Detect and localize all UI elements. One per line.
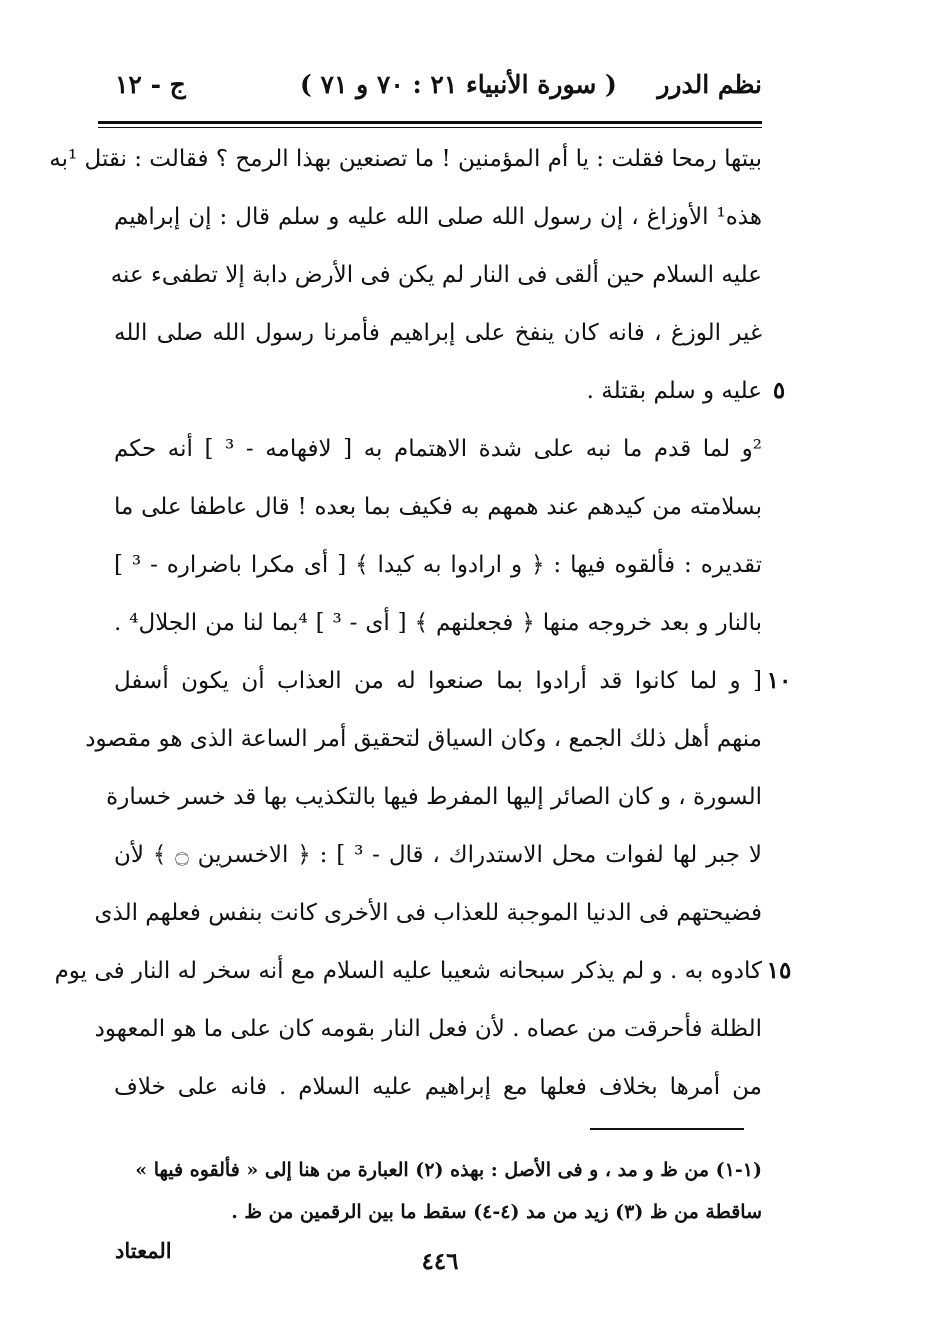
footnote-line-1: (١-١) من ظ و مد ، و فى الأصل : بهذه (٢) العبارة من هنا إلى « فألقوه فيها » <box>135 1159 762 1181</box>
line-number-15: ١٥ <box>766 957 792 984</box>
line-number-10: ١٠ <box>766 667 792 694</box>
text-line-4: غير الوزغ ، فانه كان ينفخ على إبراهيم فأمرنا رسول الله صلى الله <box>114 320 762 346</box>
text-line-13: لا جبر لها لفوات محل الاستدراك ، قال - ³ ] : ﴿ الاخسرين ۝ ﴾ لأن <box>114 842 762 868</box>
text-line-12: السورة ، و كان الصائر إليها المفرط فيها بالتكذيب بها قد خسر خسارة <box>106 784 762 810</box>
line-number-5: ٥ <box>772 377 786 404</box>
text-line-7: بسلامته من كيدهم عند همهم به فكيف بما بعده ! قال عاطفا على ما <box>114 494 762 520</box>
text-line-14: فضيحتهم فى الدنيا الموجبة للعذاب فى الأخرى كانت بنفس فعلهم الذى <box>94 900 762 926</box>
text-line-15: كادوه به . و لم يذكر سبحانه شعيبا عليه السلام مع أنه سخر له النار فى يوم <box>54 958 762 984</box>
text-line-8: تقديره : فألقوه فيها : ﴿ و ارادوا به كيدا ﴾ [ أى مكرا باضراره - ³ ] <box>114 552 762 578</box>
text-line-6: ²و لما قدم ما نبه على شدة الاهتمام به [ لافهامه - ³ ] أنه حكم <box>114 436 762 462</box>
text-line-16: الظلة فأحرقت من عصاه . لأن فعل النار بقومه كان على ما هو المعهود <box>94 1016 762 1042</box>
footnote-rule <box>590 1128 744 1130</box>
text-line-2: هذه¹ الأوزاغ ، إن رسول الله صلى الله عليه و سلم قال : إن إبراهيم <box>114 204 762 230</box>
header-rule-thin <box>98 127 762 128</box>
header-rule <box>98 121 762 124</box>
surah-reference: ( سورة الأنبياء ٢١ : ٧٠ و ٧١ ) <box>300 70 617 99</box>
volume-number: ج - ١٢ <box>115 70 186 99</box>
page-number: ٤٤٦ <box>421 1248 459 1275</box>
running-title: نظم الدرر <box>657 70 762 99</box>
text-line-3: عليه السلام حين ألقى فى النار لم يكن فى الأرض دابة إلا تطفىء عنه <box>110 262 762 288</box>
text-line-10: [ و لما كانوا قد أرادوا بما صنعوا له من العذاب أن يكون أسفل <box>114 668 762 694</box>
footnote-line-2: ساقطة من ظ (٣) زيد من مد (٤-٤) سقط ما بين الرقمين من ظ . <box>231 1201 762 1223</box>
text-line-5: عليه و سلم بقتلة . <box>586 378 762 404</box>
catchword: المعتاد <box>115 1238 172 1263</box>
text-line-11: منهم أهل ذلك الجمع ، وكان السياق لتحقيق أمر الساعة الذى هو مقصود <box>85 726 762 752</box>
text-line-17: من أمرها بخلاف فعلها مع إبراهيم عليه السلام . فانه على خلاف <box>114 1074 762 1100</box>
text-line-9: بالنار و بعد خروجه منها ﴿ فجعلنهم ﴾ [ أى - ³ ] ⁴بما لنا من الجلال⁴ . <box>114 610 762 636</box>
text-line-1: بيتها رمحا فقلت : يا أم المؤمنين ! ما تصنعين بهذا الرمح ؟ فقالت : نقتل ¹به <box>49 146 762 172</box>
